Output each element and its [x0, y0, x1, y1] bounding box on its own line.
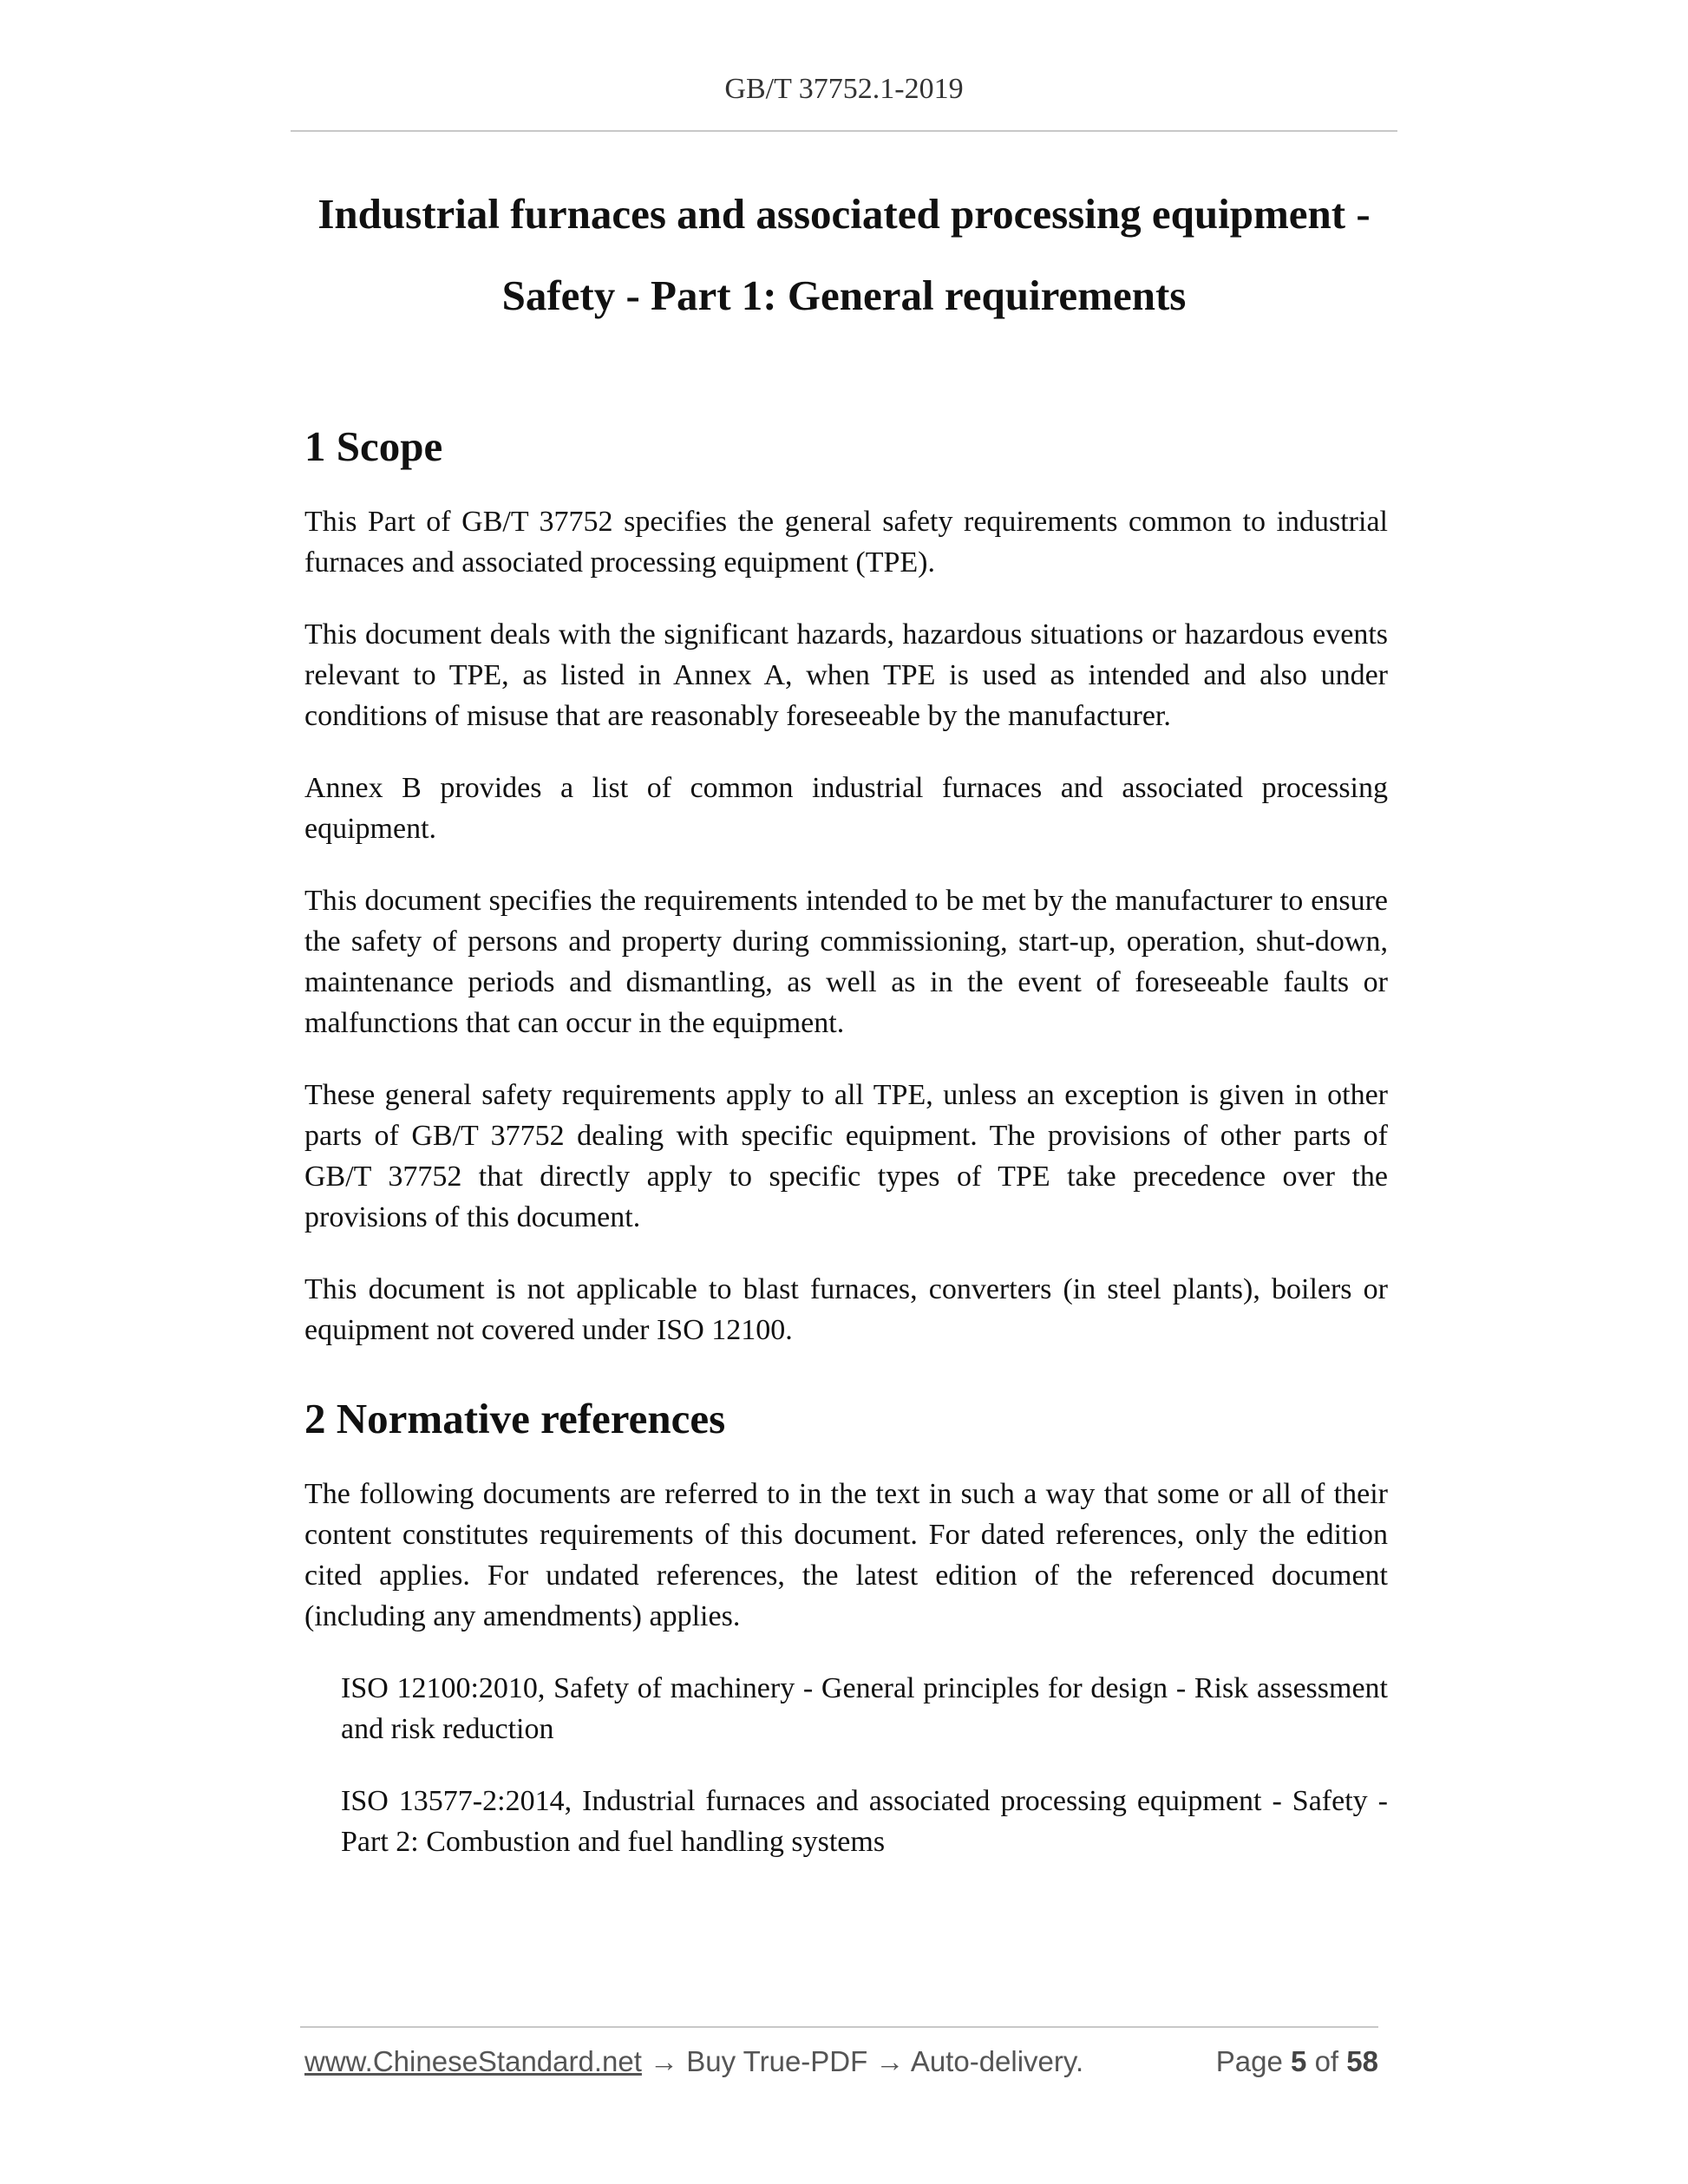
- document-body: [304, 416, 1388, 1893]
- section-heading-normative-references: 2 Normative references: [304, 1395, 726, 1442]
- scope-paragraph: This Part of GB/T 37752 specifies the general safety requirements common to industrial furnaces and associated processing equipment (TPE).: [304, 506, 1388, 579]
- header-divider: [291, 130, 1397, 132]
- footer-promo: [304, 2045, 1083, 2078]
- scope-paragraph: This document specifies the requirements intended to be met by the manufacturer to ensure the safety of persons and property during commissioning, start-up, operation, shut-down, maintenance periods and dismantling, as well as in the event of foreseeable faults or malfunctions that can occur in the equipment.: [304, 885, 1388, 1039]
- reference-entry: ISO 13577-2:2014, Industrial furnaces and associated processing equipment - Safety - Part 2: Combustion and fuel handling systems: [341, 1785, 1388, 1858]
- document-title: [291, 173, 1397, 337]
- section-heading-scope: 1 Scope: [304, 422, 443, 470]
- page-label: Page: [1215, 2045, 1283, 2077]
- document-title-line-1: Industrial furnaces and associated processing equipment -: [317, 190, 1371, 238]
- page-number: [1216, 2045, 1378, 2078]
- page-of-label: of: [1314, 2045, 1339, 2077]
- footer-website-link[interactable]: www.ChineseStandard.net: [304, 2045, 642, 2077]
- scope-paragraph: Annex B provides a list of common industrial furnaces and associated processing equipment.: [304, 772, 1388, 845]
- document-title-line-2: Safety - Part 1: General requirements: [501, 271, 1187, 319]
- page-current: 5: [1291, 2045, 1307, 2077]
- page-total: 58: [1346, 2045, 1378, 2077]
- reference-entry: ISO 12100:2010, Safety of machinery - General principles for design - Risk assessment and risk reduction: [341, 1672, 1388, 1745]
- scope-paragraph: This document deals with the significant hazards, hazardous situations or hazardous events relevant to TPE, as listed in Annex A, when TPE is used as intended and also under conditions of misuse that are reasonably foreseeable by the manufacturer.: [304, 618, 1388, 732]
- scope-paragraph: These general safety requirements apply to all TPE, unless an exception is given in other parts of GB/T 37752 dealing with specific equipment. The provisions of other parts of GB/T 37752 that directly apply to specific types of TPE take precedence over the provisions of this document.: [304, 1079, 1388, 1233]
- page-header-doc-number: GB/T 37752.1-2019: [724, 73, 964, 105]
- footer-divider: [300, 2026, 1378, 2028]
- references-intro-paragraph: The following documents are referred to in the text in such a way that some or all of their content constitutes requirements of this document. For dated references, only the edition cited applies. For undated references, the latest edition of the referenced document (including any amendments) applies.: [304, 1478, 1388, 1632]
- scope-paragraph: This document is not applicable to blast furnaces, converters (in steel plants), boilers or equipment not covered under ISO 12100.: [304, 1273, 1388, 1346]
- footer-tagline: → Buy True-PDF → Auto-delivery.: [641, 2045, 1084, 2077]
